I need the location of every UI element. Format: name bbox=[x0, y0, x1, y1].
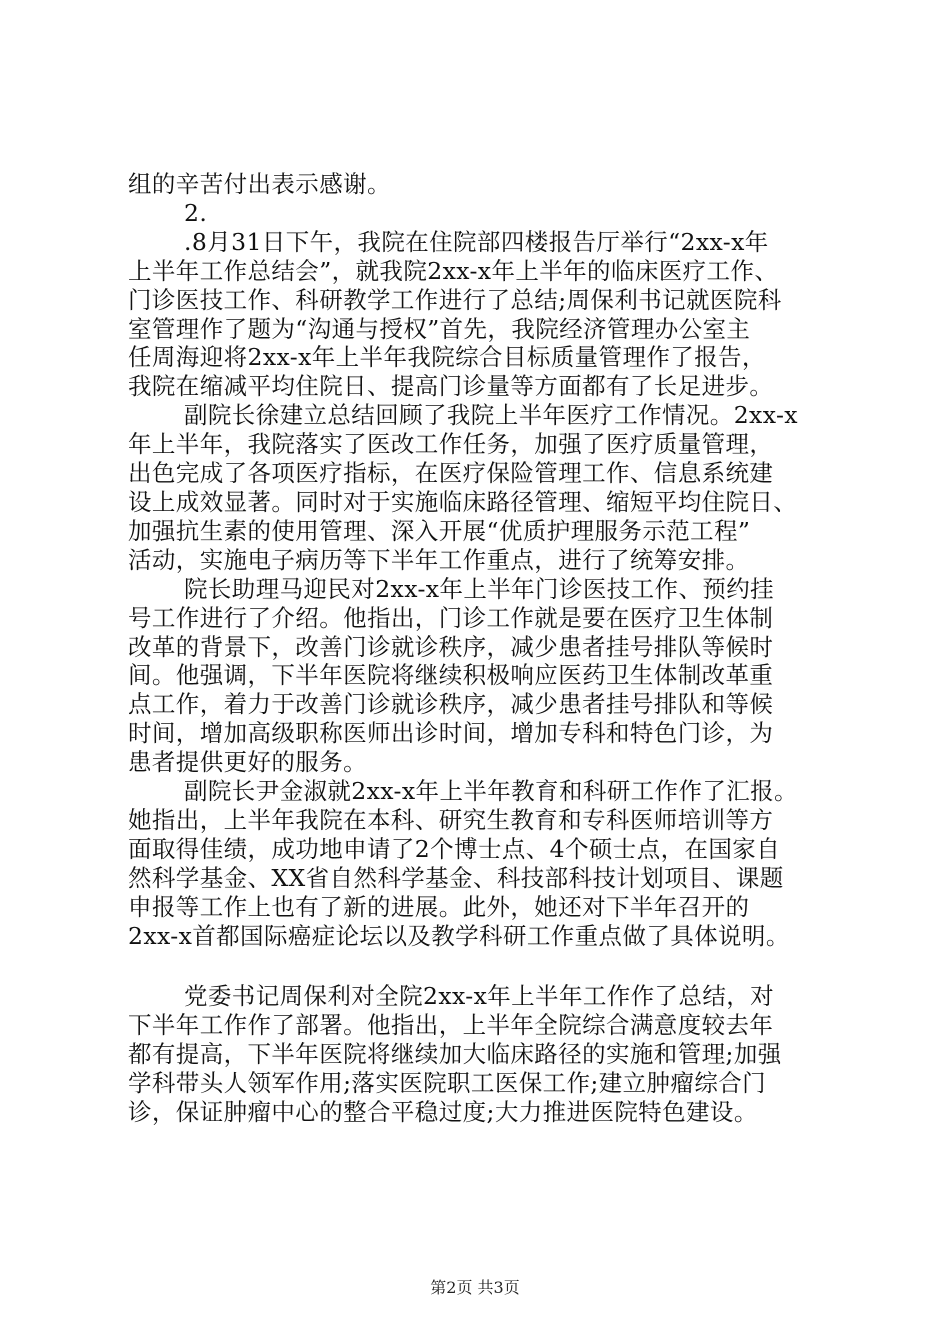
text-line: 面取得佳绩，成功地申请了2个博士点、4个硕士点，在国家自 bbox=[128, 834, 781, 863]
text-line: 学科带头人领军作用;落实医院职工医保工作;建立肿瘤综合门 bbox=[128, 1069, 767, 1098]
text-line: 2xx-x首都国际癌症论坛以及教学科研工作重点做了具体说明。 bbox=[128, 921, 790, 950]
text-line: 副院长尹金淑就2xx-x年上半年教育和科研工作作了汇报。 bbox=[184, 777, 798, 806]
text-line: 室管理作了题为“沟通与授权”首先，我院经济管理办公室主 bbox=[128, 314, 751, 343]
text-line: 设上成效显著。同时对于实施临床路径管理、缩短平均住院日、 bbox=[128, 487, 798, 516]
section-number: 2. bbox=[184, 198, 208, 227]
text-line: 年上半年，我院落实了医改工作任务，加强了医疗质量管理， bbox=[128, 430, 774, 459]
text-line: 申报等工作上也有了新的进展。此外，她还对下半年召开的 bbox=[128, 892, 750, 921]
text-line: 出色完成了各项医疗指标，在医疗保险管理工作、信息系统建 bbox=[128, 459, 774, 488]
text-line: 组的辛苦付出表示感谢。 bbox=[128, 170, 391, 198]
page-number-label: 第2页 共3页 bbox=[430, 1278, 520, 1297]
text-line: 活动，实施电子病历等下半年工作重点，进行了统筹安排。 bbox=[128, 545, 750, 574]
text-line: 时间，增加高级职称医师出诊时间，增加专科和特色门诊，为 bbox=[128, 719, 774, 748]
text-line: 诊，保证肿瘤中心的整合平稳过度;大力推进医院特色建设。 bbox=[128, 1098, 758, 1127]
text-line: .8月31日下午，我院在住院部四楼报告厅举行“2xx-x年 bbox=[184, 227, 769, 256]
text-line: 都有提高，下半年医院将继续加大临床路径的实施和管理;加强 bbox=[128, 1040, 782, 1069]
text-line: 下半年工作作了部署。他指出，上半年全院综合满意度较去年 bbox=[128, 1011, 774, 1040]
text-line: 院长助理马迎民对2xx-x年上半年门诊医技工作、预约挂 bbox=[184, 574, 775, 603]
text-line: 号工作进行了介绍。他指出，门诊工作就是要在医疗卫生体制 bbox=[128, 603, 774, 632]
text-line: 患者提供更好的服务。 bbox=[128, 748, 367, 777]
page-footer bbox=[0, 1278, 950, 1298]
text-line: 我院在缩减平均住院日、提高门诊量等方面都有了长足进步。 bbox=[128, 372, 774, 401]
text-line: 她指出，上半年我院在本科、研究生教育和专科医师培训等方 bbox=[128, 805, 774, 834]
text-line: 党委书记周保利对全院2xx-x年上半年工作作了总结，对 bbox=[184, 982, 775, 1011]
text-line: 任周海迎将2xx-x年上半年我院综合目标质量管理作了报告， bbox=[128, 343, 766, 372]
document-body bbox=[128, 170, 848, 1127]
text-line: 间。他强调，下半年医院将继续积极响应医药卫生体制改革重 bbox=[128, 661, 774, 690]
text-line: 副院长徐建立总结回顾了我院上半年医疗工作情况。2xx-x bbox=[184, 401, 798, 430]
text-line: 加强抗生素的使用管理、深入开展“优质护理服务示范工程” bbox=[128, 516, 751, 545]
text-line: 点工作，着力于改善门诊就诊秩序，减少患者挂号排队和等候 bbox=[128, 690, 774, 719]
text-line: 然科学基金、XX省自然科学基金、科技部科技计划项目、课题 bbox=[128, 863, 784, 892]
text-line: 门诊医技工作、科研教学工作进行了总结;周保利书记就医院科 bbox=[128, 285, 782, 314]
paragraph-gap bbox=[128, 950, 848, 982]
text-line: 改革的背景下，改善门诊就诊秩序，减少患者挂号排队等候时 bbox=[128, 632, 774, 661]
text-line: 上半年工作总结会”，就我院2xx-x年上半年的临床医疗工作、 bbox=[128, 256, 779, 285]
